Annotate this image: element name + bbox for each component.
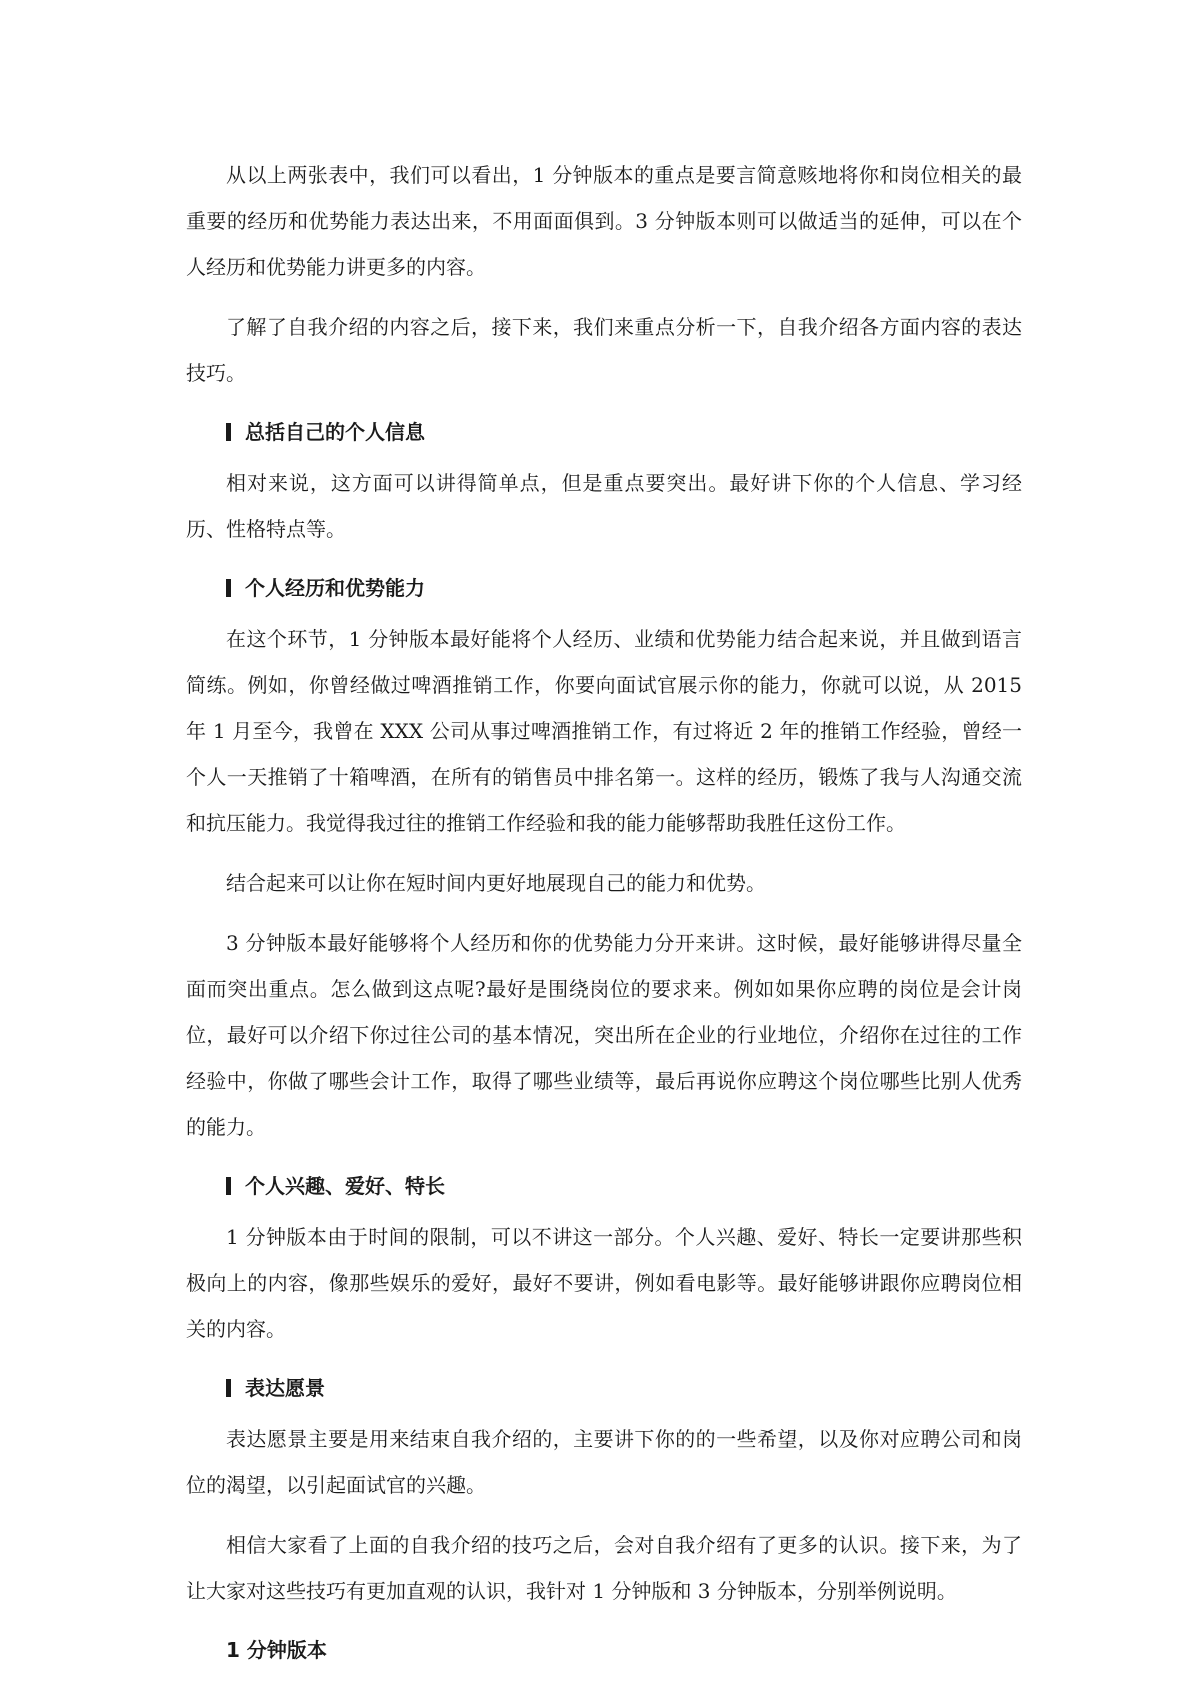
paragraph-experience-1min: 在这个环节，1 分钟版本最好能将个人经历、业绩和优势能力结合起来说，并且做到语言简练。例如，你曾经做过啤酒推销工作，你要向面试官展示你的能力，你就可以说，从 2015 年 1 月至今，我曾在 XXX 公司从事过啤酒推销工作，有过将近 2 年的推销工作经验，曾经一个人一天推销了十箱啤酒，在所有的销售员中排名第一。这样的经历，锻炼了我与人沟通交流和抗压能力。我觉得我过往的推销工作经验和我的能力能够帮助我胜任这份工作。 <box>186 627 1022 835</box>
section-heading-personal-info <box>186 410 1022 454</box>
heading-text: 总括自己的个人信息 <box>245 420 425 444</box>
heading-text: 个人兴趣、爱好、特长 <box>245 1174 445 1198</box>
paragraph-vision: 表达愿景主要是用来结束自我介绍的，主要讲下你的的一些希望，以及你对应聘公司和岗位的渴望，以引起面试官的兴趣。 <box>186 1427 1022 1497</box>
heading-bar-icon <box>226 423 231 441</box>
paragraph-experience-3min: 3 分钟版本最好能够将个人经历和你的优势能力分开来讲。这时候，最好能够讲得尽量全面而突出重点。怎么做到这点呢?最好是围绕岗位的要求来。例如如果你应聘的岗位是会计岗位，最好可以介绍下你过往公司的基本情况，突出所在企业的行业地位，介绍你在过往的工作经验中，你做了哪些会计工作，取得了哪些业绩等，最后再说你应聘这个岗位哪些比别人优秀的能力。 <box>186 931 1022 1139</box>
section-heading-experience <box>186 566 1022 610</box>
document-body <box>186 152 1022 1672</box>
heading-text: 表达愿景 <box>245 1376 325 1400</box>
paragraph-interests: 1 分钟版本由于时间的限制，可以不讲这一部分。个人兴趣、爱好、特长一定要讲那些积极向上的内容，像那些娱乐的爱好，最好不要讲，例如看电影等。最好能够讲跟你应聘岗位相关的内容。 <box>186 1225 1022 1341</box>
section-heading-vision <box>186 1366 1022 1410</box>
paragraph-transition: 了解了自我介绍的内容之后，接下来，我们来重点分析一下，自我介绍各方面内容的表达技巧。 <box>186 315 1022 385</box>
heading-bar-icon <box>226 579 231 597</box>
paragraph-personal-info: 相对来说，这方面可以讲得简单点，但是重点要突出。最好讲下你的个人信息、学习经历、性格特点等。 <box>186 471 1022 541</box>
paragraph-experience-combine: 结合起来可以让你在短时间内更好地展现自己的能力和优势。 <box>226 871 766 895</box>
paragraph-table-summary: 从以上两张表中，我们可以看出，1 分钟版本的重点是要言简意赅地将你和岗位相关的最重要的经历和优势能力表达出来，不用面面俱到。3 分钟版本则可以做适当的延伸，可以在个人经历和优势能力讲更多的内容。 <box>186 163 1022 279</box>
section-heading-1min-version: 1 分钟版本 <box>226 1638 327 1662</box>
heading-bar-icon <box>226 1177 231 1195</box>
section-heading-interests <box>186 1164 1022 1208</box>
paragraph-examples-intro: 相信大家看了上面的自我介绍的技巧之后，会对自我介绍有了更多的认识。接下来，为了让大家对这些技巧有更加直观的认识，我针对 1 分钟版和 3 分钟版本，分别举例说明。 <box>186 1533 1022 1603</box>
heading-text: 个人经历和优势能力 <box>245 576 425 600</box>
heading-bar-icon <box>226 1379 231 1397</box>
